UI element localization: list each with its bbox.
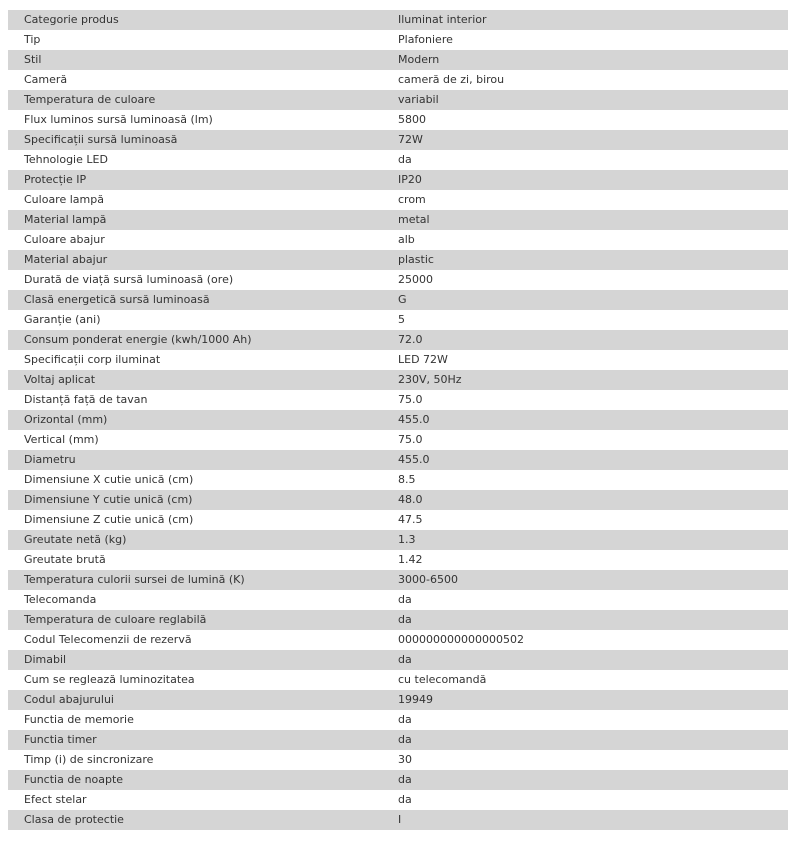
spec-label: Tehnologie LED: [8, 150, 382, 170]
spec-row: [8, 790, 788, 810]
spec-row: [8, 50, 788, 70]
spec-row: [8, 810, 788, 830]
spec-row: [8, 670, 788, 690]
spec-value: G: [382, 290, 788, 310]
spec-row: [8, 710, 788, 730]
spec-row: [8, 310, 788, 330]
spec-label: Dimensiune Y cutie unică (cm): [8, 490, 382, 510]
spec-row: [8, 270, 788, 290]
spec-label: Temperatura de culoare: [8, 90, 382, 110]
spec-value: 8.5: [382, 470, 788, 490]
spec-row: [8, 130, 788, 150]
spec-label: Orizontal (mm): [8, 410, 382, 430]
spec-label: Functia timer: [8, 730, 382, 750]
spec-row: [8, 230, 788, 250]
spec-value: 25000: [382, 270, 788, 290]
spec-row: [8, 170, 788, 190]
spec-value: 5800: [382, 110, 788, 130]
spec-value: 230V, 50Hz: [382, 370, 788, 390]
spec-label: Flux luminos sursă luminoasă (lm): [8, 110, 382, 130]
spec-row: [8, 590, 788, 610]
spec-row: [8, 190, 788, 210]
spec-value: da: [382, 610, 788, 630]
spec-label: Dimabil: [8, 650, 382, 670]
spec-row: [8, 30, 788, 50]
spec-row: [8, 450, 788, 470]
spec-value: 75.0: [382, 430, 788, 450]
spec-label: Dimensiune Z cutie unică (cm): [8, 510, 382, 530]
spec-value: 5: [382, 310, 788, 330]
spec-value: 47.5: [382, 510, 788, 530]
spec-row: [8, 770, 788, 790]
spec-row: [8, 90, 788, 110]
spec-label: Timp (i) de sincronizare: [8, 750, 382, 770]
spec-value: da: [382, 590, 788, 610]
spec-label: Material lampă: [8, 210, 382, 230]
spec-value: da: [382, 770, 788, 790]
spec-value: IP20: [382, 170, 788, 190]
spec-value: cameră de zi, birou: [382, 70, 788, 90]
spec-value: crom: [382, 190, 788, 210]
spec-label: Telecomanda: [8, 590, 382, 610]
spec-label: Codul abajurului: [8, 690, 382, 710]
spec-row: [8, 750, 788, 770]
spec-value: 455.0: [382, 450, 788, 470]
spec-label: Diametru: [8, 450, 382, 470]
spec-label: Specificații sursă luminoasă: [8, 130, 382, 150]
spec-label: Categorie produs: [8, 10, 382, 30]
spec-row: [8, 510, 788, 530]
spec-row: [8, 650, 788, 670]
spec-row: [8, 390, 788, 410]
spec-label: Functia de noapte: [8, 770, 382, 790]
spec-label: Temperatura de culoare reglabilă: [8, 610, 382, 630]
spec-value: 72.0: [382, 330, 788, 350]
spec-row: [8, 630, 788, 650]
spec-label: Tip: [8, 30, 382, 50]
spec-row: [8, 410, 788, 430]
spec-label: Culoare lampă: [8, 190, 382, 210]
spec-label: Cameră: [8, 70, 382, 90]
spec-row: [8, 290, 788, 310]
spec-row: [8, 490, 788, 510]
spec-row: [8, 730, 788, 750]
spec-row: [8, 70, 788, 90]
spec-value: Iluminat interior: [382, 10, 788, 30]
spec-value: alb: [382, 230, 788, 250]
spec-label: Material abajur: [8, 250, 382, 270]
spec-row: [8, 470, 788, 490]
spec-value: da: [382, 730, 788, 750]
spec-value: 3000-6500: [382, 570, 788, 590]
spec-row: [8, 250, 788, 270]
spec-label: Codul Telecomenzii de rezervă: [8, 630, 382, 650]
spec-row: [8, 690, 788, 710]
spec-value: variabil: [382, 90, 788, 110]
spec-row: [8, 210, 788, 230]
spec-value: Plafoniere: [382, 30, 788, 50]
spec-label: Vertical (mm): [8, 430, 382, 450]
spec-label: Voltaj aplicat: [8, 370, 382, 390]
spec-label: Greutate brută: [8, 550, 382, 570]
spec-label: Consum ponderat energie (kwh/1000 Ah): [8, 330, 382, 350]
spec-value: Modern: [382, 50, 788, 70]
spec-label: Clasă energetică sursă luminoasă: [8, 290, 382, 310]
spec-value: da: [382, 710, 788, 730]
spec-label: Cum se reglează luminozitatea: [8, 670, 382, 690]
spec-row: [8, 110, 788, 130]
spec-value: LED 72W: [382, 350, 788, 370]
spec-value: da: [382, 790, 788, 810]
spec-label: Clasa de protectie: [8, 810, 382, 830]
spec-label: Specificații corp iluminat: [8, 350, 382, 370]
spec-row: [8, 370, 788, 390]
spec-row: [8, 550, 788, 570]
spec-value: da: [382, 650, 788, 670]
spec-value: metal: [382, 210, 788, 230]
spec-label: Distanță față de tavan: [8, 390, 382, 410]
spec-value: 1.3: [382, 530, 788, 550]
spec-value: 75.0: [382, 390, 788, 410]
spec-row: [8, 530, 788, 550]
spec-label: Efect stelar: [8, 790, 382, 810]
spec-row: [8, 150, 788, 170]
spec-row: [8, 430, 788, 450]
spec-label: Greutate netă (kg): [8, 530, 382, 550]
spec-value: 455.0: [382, 410, 788, 430]
spec-row: [8, 330, 788, 350]
spec-label: Protecție IP: [8, 170, 382, 190]
spec-value: cu telecomandă: [382, 670, 788, 690]
spec-label: Temperatura culorii sursei de lumină (K): [8, 570, 382, 590]
spec-value: plastic: [382, 250, 788, 270]
spec-label: Durată de viață sursă luminoasă (ore): [8, 270, 382, 290]
spec-value: 19949: [382, 690, 788, 710]
spec-row: [8, 570, 788, 590]
spec-value: 30: [382, 750, 788, 770]
spec-value: da: [382, 150, 788, 170]
spec-value: 48.0: [382, 490, 788, 510]
spec-row: [8, 10, 788, 30]
spec-label: Stil: [8, 50, 382, 70]
spec-row: [8, 350, 788, 370]
spec-value: 1.42: [382, 550, 788, 570]
spec-label: Dimensiune X cutie unică (cm): [8, 470, 382, 490]
spec-value: 72W: [382, 130, 788, 150]
spec-row: [8, 610, 788, 630]
spec-label: Culoare abajur: [8, 230, 382, 250]
specifications-table: [8, 10, 788, 830]
spec-value: I: [382, 810, 788, 830]
spec-value: 000000000000000502: [382, 630, 788, 650]
specifications-body: [8, 10, 788, 830]
spec-label: Garanție (ani): [8, 310, 382, 330]
spec-label: Functia de memorie: [8, 710, 382, 730]
